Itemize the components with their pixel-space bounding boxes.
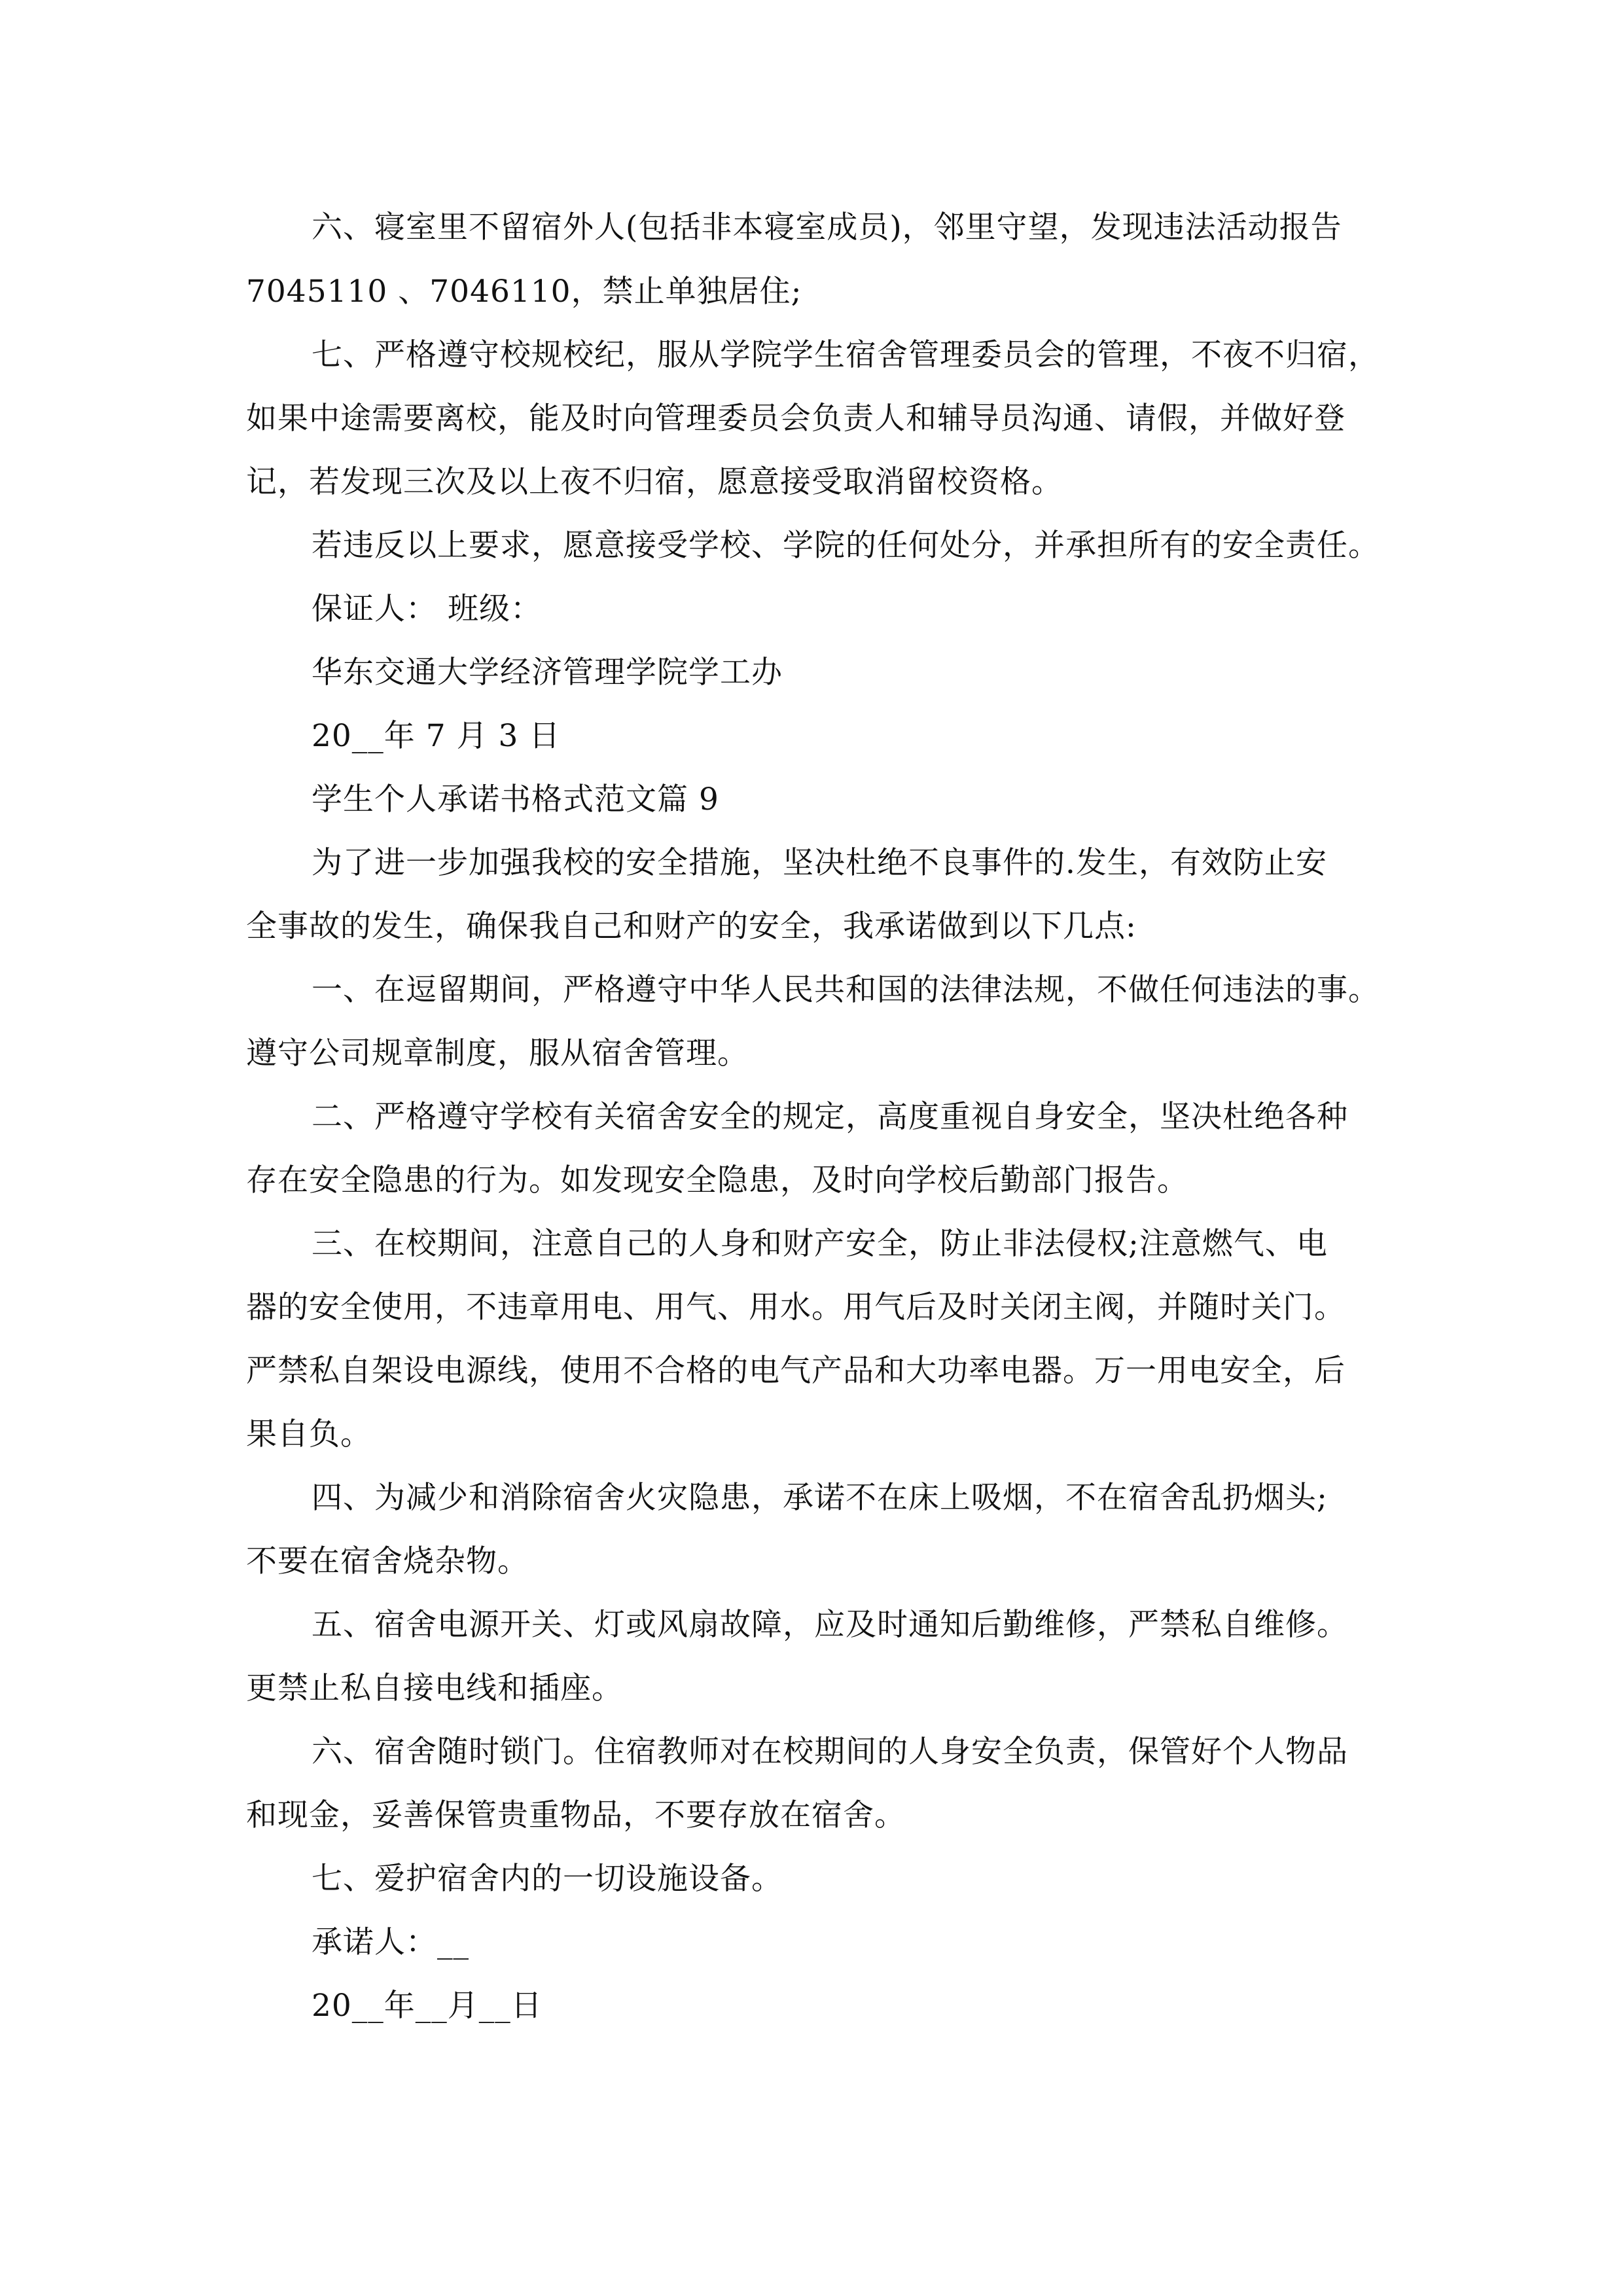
text-line: 器的安全使用，不违章用电、用气、用水。用气后及时关闭主阀，并随时关门。	[246, 1289, 1346, 1325]
text-line: 严禁私自架设电源线，使用不合格的电气产品和大功率电器。万一用电安全，后	[246, 1353, 1346, 1389]
issuer-line: 华东交通大学经济管理学院学工办	[312, 655, 783, 691]
text-line: 四、为减少和消除宿舍火灾隐患，承诺不在床上吸烟，不在宿舍乱扔烟头;	[312, 1480, 1328, 1516]
text-line: 三、在校期间，注意自己的人身和财产安全，防止非法侵权;注意燃气、电	[312, 1226, 1328, 1262]
text-line: 存在安全隐患的行为。如发现安全隐患，及时向学校后勤部门报告。	[246, 1162, 1188, 1198]
signature-line: 保证人： 班级：	[312, 591, 542, 627]
text-line: 六、寝室里不留宿外人(包括非本寝室成员)，邻里守望，发现违法活动报告	[312, 209, 1342, 245]
text-line: 不要在宿舍烧杂物。	[246, 1543, 529, 1579]
text-line: 记，若发现三次及以上夜不归宿，愿意接受取消留校资格。	[246, 464, 1063, 500]
signature-line: 承诺人：__	[312, 1924, 469, 1960]
date-line: 20__年__月__日	[312, 1988, 543, 2024]
text-line: 更禁止私自接电线和插座。	[246, 1670, 623, 1706]
text-line: 如果中途需要离校，能及时向管理委员会负责人和辅导员沟通、请假，并做好登	[246, 401, 1346, 437]
text-line: 二、严格遵守学校有关宿舍安全的规定，高度重视自身安全，坚决杜绝各种	[312, 1099, 1348, 1135]
text-line: 七、爱护宿舍内的一切设施设备。	[312, 1861, 783, 1897]
text-line: 六、宿舍随时锁门。住宿教师对在校期间的人身安全负责，保管好个人物品	[312, 1734, 1348, 1770]
section-title: 学生个人承诺书格式范文篇 9	[312, 781, 719, 817]
text-line: 全事故的发生，确保我自己和财产的安全，我承诺做到以下几点:	[246, 908, 1137, 944]
text-line: 果自负。	[246, 1416, 372, 1452]
text-line: 五、宿舍电源开关、灯或风扇故障，应及时通知后勤维修，严禁私自维修。	[312, 1607, 1348, 1643]
text-line: 若违反以上要求，愿意接受学校、学院的任何处分，并承担所有的安全责任。	[312, 528, 1380, 564]
text-line: 为了进一步加强我校的安全措施，坚决杜绝不良事件的.发生，有效防止安	[312, 845, 1327, 881]
text-line: 7045110 、7046110，禁止单独居住;	[246, 274, 802, 310]
text-line: 遵守公司规章制度，服从宿舍管理。	[246, 1035, 749, 1071]
text-line: 七、严格遵守校规校纪，服从学院学生宿舍管理委员会的管理，不夜不归宿，	[312, 337, 1380, 373]
text-line: 和现金，妥善保管贵重物品，不要存放在宿舍。	[246, 1797, 906, 1833]
text-line: 一、在逗留期间，严格遵守中华人民共和国的法律法规，不做任何违法的事。	[312, 972, 1380, 1008]
date-line: 20__年 7 月 3 日	[312, 718, 561, 754]
